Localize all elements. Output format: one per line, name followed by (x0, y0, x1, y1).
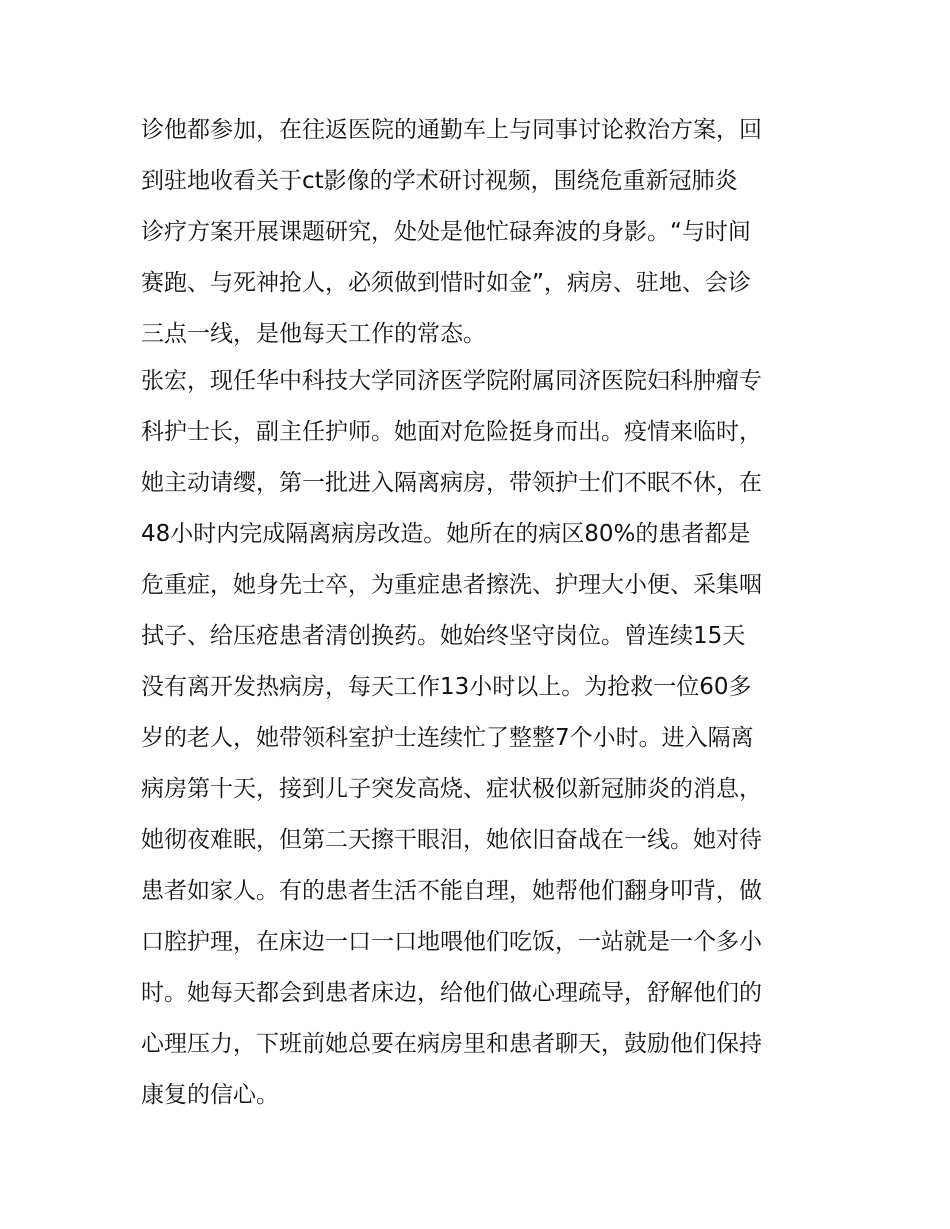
paragraph-2-line: 张宏，现任华中科技大学同济医学院附属同济医院妇科肿瘤专 (141, 368, 762, 394)
paragraph-2-line: 48小时内完成隔离病房改造。她所在的病区80%的患者都是 (141, 521, 751, 547)
paragraph-1-line: 诊他都参加，在往返医院的通勤车上与同事讨论救治方案，回 (141, 117, 762, 143)
paragraph-2-line: 危重症，她身先士卒，为重症患者擦洗、护理大小便、采集咽 (141, 572, 762, 598)
paragraph-2-line: 拭子、给压疮患者清创换药。她始终坚守岗位。曾连续15天 (141, 623, 746, 649)
paragraph-1-line: 赛跑、与死神抢人，必须做到惜时如金”，病房、驻地、会诊 (141, 270, 751, 296)
paragraph-2-line: 时。她每天都会到患者床边，给他们做心理疏导，舒解他们的 (141, 980, 762, 1006)
paragraph-2-line: 口腔护理，在床边一口一口地喂他们吃饭，一站就是一个多小 (141, 929, 762, 955)
paragraph-2-line: 康复的信心。 (141, 1082, 279, 1108)
paragraph-2-line: 病房第十天，接到儿子突发高烧、症状极似新冠肺炎的消息， (141, 776, 762, 802)
paragraph-2-line: 心理压力，下班前她总要在病房里和患者聊天，鼓励他们保持 (141, 1031, 762, 1057)
paragraph-1-line: 三点一线，是他每天工作的常态。 (141, 321, 486, 347)
paragraph-2-line: 患者如家人。有的患者生活不能自理，她帮他们翻身叩背，做 (141, 878, 762, 904)
paragraph-2-line: 没有离开发热病房，每天工作13小时以上。为抢救一位60多 (141, 674, 752, 700)
paragraph-1-line: 诊疗方案开展课题研究，处处是他忙碌奔波的身影。“与时间 (141, 219, 751, 245)
paragraph-1-line: 到驻地收看关于ct影像的学术研讨视频，围绕危重新冠肺炎 (141, 168, 738, 194)
paragraph-2-line: 科护士长，副主任护师。她面对危险挺身而出。疫情来临时， (141, 419, 762, 445)
paragraph-2-line: 岁的老人，她带领科室护士连续忙了整整7个小时。进入隔离 (141, 725, 754, 751)
paragraph-2-line: 她彻夜难眠，但第二天擦干眼泪，她依旧奋战在一线。她对待 (141, 827, 762, 853)
paragraph-2-line: 她主动请缨，第一批进入隔离病房，带领护士们不眠不休，在 (141, 470, 762, 496)
